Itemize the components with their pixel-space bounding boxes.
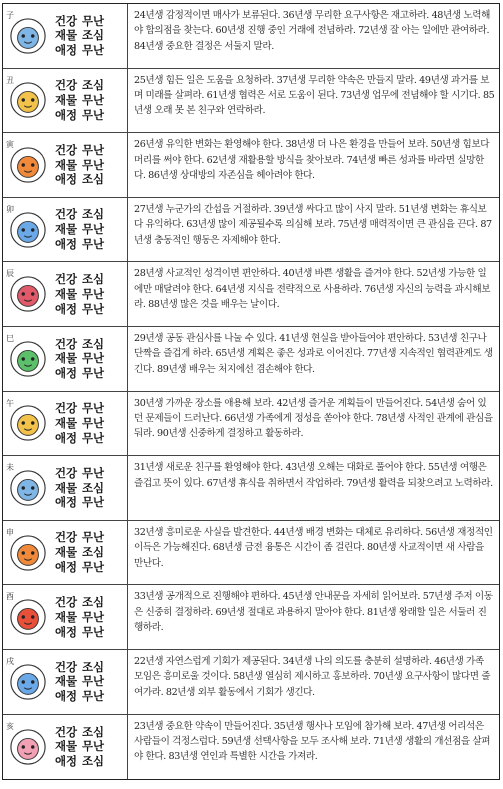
- fortune-text: 23년생 중요한 약속이 만들어진다. 35년생 행사나 모임에 참가해 보라. 47년생 어리석은 사람들이 걱정스럽다. 59년생 선택사항을 모두 조사해 보라. 71년생 생활의 개선점을 살펴야 한다. 83년생 연인과 특별한 시간을 가져라.: [134, 720, 491, 763]
- stat-category: 건강: [55, 78, 78, 93]
- stat-category: 재물: [55, 480, 78, 495]
- fortune-stat: [55, 739, 104, 754]
- fortune-stat: [55, 416, 104, 431]
- stat-category: 건강: [55, 724, 78, 739]
- stat-value: 조심: [82, 480, 105, 495]
- stat-value: 무난: [82, 609, 105, 624]
- fortune-stat: [55, 610, 104, 625]
- stat-value: 무난: [82, 107, 105, 122]
- fortune-stat: [55, 14, 104, 29]
- stat-value: 무난: [82, 301, 105, 316]
- zodiac-stats-cell: [3, 69, 128, 133]
- fortune-stat: [55, 481, 104, 496]
- stat-value: 조심: [82, 594, 105, 609]
- stat-value: 무난: [82, 689, 105, 704]
- zodiac-stats-cell: [3, 715, 128, 780]
- zodiac-fortune-table: [2, 3, 500, 780]
- zodiac-row: [3, 262, 499, 327]
- fortune-stat: [55, 351, 104, 366]
- stat-value: 무난: [82, 286, 105, 301]
- stat-category: 애정: [55, 172, 78, 187]
- stat-category: 재물: [55, 609, 78, 624]
- stat-category: 애정: [55, 689, 78, 704]
- fortune-stat: [55, 337, 104, 352]
- stat-category: 건강: [55, 336, 78, 351]
- stat-category: 재물: [55, 157, 78, 172]
- fortune-text: 28년생 사교적인 성격이면 편안하다. 40년생 바쁜 생활을 즐겨야 한다. 52년생 가능한 일에만 매달려야 한다. 64년생 지식을 전략적으로 사용하라. 76년생 자신의 능력을 과시해보라. 88년생 많은 것을 배우는 날이다.: [134, 268, 491, 311]
- zodiac-row: [3, 327, 499, 392]
- stat-category: 애정: [55, 366, 78, 381]
- fortune-text: 32년생 흥미로운 사실을 발견한다. 44년생 배경 변화는 대체로 유리하다. 56년생 재정적인 이득은 가능해진다. 68년생 금전 융통은 시간이 좀 걸린다. 80년생 사교적이면 새 사람을 만난다.: [134, 526, 493, 569]
- zodiac-stats-cell: [3, 650, 128, 714]
- stat-value: 무난: [82, 559, 105, 574]
- stat-value: 무난: [82, 465, 105, 480]
- fortune-stat: [55, 78, 104, 93]
- fortune-stat: [55, 725, 104, 740]
- stat-category: 건강: [55, 142, 78, 157]
- stat-value: 무난: [82, 624, 105, 639]
- stat-value: 무난: [82, 674, 105, 689]
- stat-category: 애정: [55, 301, 78, 316]
- dragon-icon: [9, 275, 47, 313]
- fortune-stat: [55, 660, 104, 675]
- stat-category: 건강: [55, 530, 78, 545]
- zodiac-row: [3, 69, 499, 134]
- fortune-text: 30년생 가까운 장소를 애용해 보라. 42년생 즐거운 계획들이 만들어진다. 54년생 숨어 있던 문제들이 드러난다. 66년생 가족에게 정성을 쏟아야 한다. 78년생 사적인 관계에 관심을 둬라. 90년생 신중하게 결정하고 활동하라.: [134, 397, 493, 440]
- stat-category: 건강: [55, 207, 78, 222]
- fortune-stat: [55, 366, 104, 381]
- fortune-stats: [55, 660, 104, 704]
- fortune-stat: [55, 207, 104, 222]
- stat-category: 재물: [55, 415, 78, 430]
- fortune-stat: [55, 431, 104, 446]
- stat-category: 애정: [55, 495, 78, 510]
- fortune-stat: [55, 625, 104, 640]
- fortune-text: 26년생 유익한 변화는 환영해야 한다. 38년생 더 나은 환경을 만들어 보라. 50년생 힘보다 머리를 써야 한다. 62년생 재활용할 방식을 찾아보라. 74년생 빠른 성과를 바라면 실망한다. 86년생 상대방의 자존심을 헤아려야 한다.: [134, 139, 490, 181]
- zodiac-stats-cell: [3, 521, 128, 585]
- fortune-stats: [55, 207, 104, 251]
- rat-icon: [9, 17, 47, 55]
- fortune-stats: [55, 14, 104, 58]
- fortune-stat: [55, 272, 104, 287]
- zodiac-row: [3, 198, 499, 263]
- zodiac-hanja: 子: [6, 11, 14, 20]
- zodiac-hanja: 巳: [6, 333, 14, 343]
- stat-category: 재물: [55, 674, 78, 689]
- zodiac-stats-cell: [3, 456, 128, 520]
- zodiac-stats-cell: [3, 262, 128, 326]
- stat-value: 무난: [82, 236, 105, 251]
- fortune-stat: [55, 530, 104, 545]
- stat-category: 재물: [55, 545, 78, 560]
- zodiac-hanja: 酉: [6, 592, 14, 602]
- stat-category: 애정: [55, 559, 78, 574]
- fortune-text: 33년생 공개적으로 진행해야 편하다. 45년생 안내문을 자세히 읽어보라. 57년생 주저 이동은 신중히 결정하라. 69년생 절대로 과용하지 말아야 한다. 81년생 왕래할 일은 서둘러 진행하라.: [134, 591, 493, 634]
- fortune-text: 25년생 힘든 일은 도움을 요청하라. 37년생 무리한 약속은 만들지 말라. 49년생 과거를 보며 미래를 살펴라. 61년생 협력은 서로 도움이 된다. 73년생 업무에 전념해야 할 시기다. 85년생 오래 못 본 친구와 연락하라.: [134, 74, 495, 117]
- fortune-stat: [55, 143, 104, 158]
- zodiac-row: [3, 585, 499, 650]
- zodiac-row: [3, 4, 499, 69]
- stat-category: 재물: [55, 28, 78, 43]
- dog-icon: [9, 663, 47, 701]
- stat-category: 애정: [55, 624, 78, 639]
- zodiac-stats-cell: [3, 392, 128, 456]
- stat-category: 건강: [55, 465, 78, 480]
- fortune-stat: [55, 172, 104, 187]
- zodiac-stats-cell: [3, 327, 128, 391]
- stat-category: 건강: [55, 659, 78, 674]
- zodiac-hanja: 辰: [6, 269, 14, 279]
- fortune-stats: [55, 272, 104, 316]
- stat-category: 애정: [55, 430, 78, 445]
- stat-value: 무난: [82, 401, 105, 416]
- zodiac-row: [3, 650, 499, 715]
- stat-category: 건강: [55, 594, 78, 609]
- stat-value: 조심: [82, 545, 105, 560]
- zodiac-row: [3, 392, 499, 457]
- stat-category: 애정: [55, 107, 78, 122]
- fortune-stat: [55, 302, 104, 317]
- zodiac-hanja: 未: [6, 463, 14, 473]
- stat-value: 무난: [82, 43, 105, 58]
- ox-icon: [9, 81, 47, 119]
- stat-value: 조심: [82, 724, 105, 739]
- stat-value: 무난: [82, 13, 105, 28]
- stat-category: 건강: [55, 401, 78, 416]
- horse-icon: [9, 404, 47, 442]
- zodiac-hanja: 申: [6, 527, 14, 537]
- fortune-text: 24년생 감정적이면 매사가 보류된다. 36년생 무리한 요구사항은 재고하라. 48년생 노력해야 합의점을 찾는다. 60년생 진행 중인 거래에 전념하라. 72년생 잘 아는 일에만 관여하라. 84년생 중요한 결정은 서둘지 말라.: [134, 10, 490, 52]
- fortune-stat: [55, 754, 104, 769]
- fortune-stat: [55, 43, 104, 58]
- zodiac-hanja: 亥: [6, 721, 14, 731]
- rabbit-icon: [9, 211, 47, 249]
- fortune-stat: [55, 689, 104, 704]
- stat-value: 무난: [82, 222, 105, 237]
- zodiac-hanja: 寅: [6, 140, 14, 150]
- fortune-stats: [55, 78, 104, 122]
- stat-category: 재물: [55, 286, 78, 301]
- monkey-icon: [9, 534, 47, 572]
- fortune-text: 31년생 새로운 친구를 환영해야 한다. 43년생 오해는 대화로 풀어야 한다. 55년생 여행은 즐겁고 뜻이 있다. 67년생 휴식을 취하면서 작업하라. 79년생 활력을 되찾으려고 노력하라.: [134, 462, 493, 489]
- stat-value: 무난: [82, 142, 105, 157]
- stat-value: 조심: [82, 659, 105, 674]
- zodiac-row: [3, 521, 499, 586]
- stat-value: 무난: [82, 157, 105, 172]
- stat-category: 재물: [55, 92, 78, 107]
- zodiac-row: [3, 715, 499, 780]
- fortune-stats: [55, 337, 104, 381]
- fortune-stat: [55, 466, 104, 481]
- stat-value: 무난: [82, 366, 105, 381]
- stat-value: 무난: [82, 351, 105, 366]
- fortune-stats: [55, 143, 104, 187]
- snake-icon: [9, 340, 47, 378]
- stat-value: 무난: [82, 495, 105, 510]
- zodiac-hanja: 戌: [6, 656, 14, 666]
- fortune-stat: [55, 93, 104, 108]
- fortune-stat: [55, 287, 104, 302]
- stat-value: 무난: [82, 92, 105, 107]
- stat-value: 조심: [82, 754, 105, 769]
- fortune-stats: [55, 466, 104, 510]
- stat-value: 조심: [82, 207, 105, 222]
- zodiac-hanja: 午: [6, 398, 14, 408]
- stat-category: 애정: [55, 236, 78, 251]
- fortune-stats: [55, 401, 104, 445]
- tiger-icon: [9, 146, 47, 184]
- stat-category: 재물: [55, 351, 78, 366]
- fortune-stat: [55, 595, 104, 610]
- stat-value: 무난: [82, 530, 105, 545]
- stat-category: 건강: [55, 13, 78, 28]
- fortune-stat: [55, 158, 104, 173]
- zodiac-row: [3, 456, 499, 521]
- stat-value: 조심: [82, 271, 105, 286]
- fortune-text: 27년생 누군가의 간섭을 거절하라. 39년생 싸다고 많이 사지 말라. 51년생 변화는 휴식보다 유익하다. 63년생 많이 제공될수록 의심해 보라. 75년생 매력적이면 큰 관심을 끈다. 87년생 충동적인 행동은 자제해야 한다.: [134, 203, 492, 246]
- zodiac-hanja: 卯: [6, 204, 14, 214]
- fortune-text: 29년생 공동 관심사를 나눌 수 있다. 41년생 현실을 받아들여야 편안하다. 53년생 친구나 단짝을 즐겁게 하라. 65년생 계획은 좋은 성과로 이어진다. 77년생 지속적인 협력관계도 생긴다. 89년생 배우는 처지에선 겸손해야 한다.: [134, 332, 493, 375]
- stat-category: 재물: [55, 222, 78, 237]
- zodiac-stats-cell: [3, 198, 128, 262]
- zodiac-stats-cell: [3, 133, 128, 197]
- fortune-text: 22년생 자연스럽게 기회가 제공된다. 34년생 나의 의도를 충분히 설명하라. 46년생 가족 모임은 흥미로울 것이다. 58년생 열심히 제시하고 홍보하라. 70년생 요구사항이 많다면 줄여가라. 82년생 외부 활동에서 기회가 생긴다.: [134, 655, 491, 698]
- fortune-stats: [55, 595, 104, 639]
- stat-value: 조심: [82, 28, 105, 43]
- stat-value: 무난: [82, 415, 105, 430]
- fortune-stats: [55, 530, 104, 574]
- stat-value: 조심: [82, 172, 105, 187]
- zodiac-stats-cell: [3, 585, 128, 649]
- stat-value: 무난: [82, 430, 105, 445]
- stat-value: 조심: [82, 78, 105, 93]
- fortune-stat: [55, 674, 104, 689]
- pig-icon: [9, 728, 47, 766]
- fortune-stat: [55, 545, 104, 560]
- stat-category: 재물: [55, 739, 78, 754]
- stat-category: 애정: [55, 43, 78, 58]
- fortune-stats: [55, 725, 104, 769]
- zodiac-stats-cell: [3, 4, 128, 68]
- fortune-stat: [55, 560, 104, 575]
- fortune-stat: [55, 222, 104, 237]
- zodiac-hanja: 丑: [6, 75, 14, 85]
- fortune-stat: [55, 237, 104, 252]
- stat-value: 조심: [82, 336, 105, 351]
- stat-category: 애정: [55, 754, 78, 769]
- fortune-stat: [55, 108, 104, 123]
- sheep-icon: [9, 469, 47, 507]
- stat-category: 건강: [55, 271, 78, 286]
- zodiac-row: [3, 133, 499, 198]
- fortune-stat: [55, 28, 104, 43]
- fortune-stat: [55, 495, 104, 510]
- rooster-icon: [9, 598, 47, 636]
- stat-value: 무난: [82, 739, 105, 754]
- fortune-stat: [55, 401, 104, 416]
